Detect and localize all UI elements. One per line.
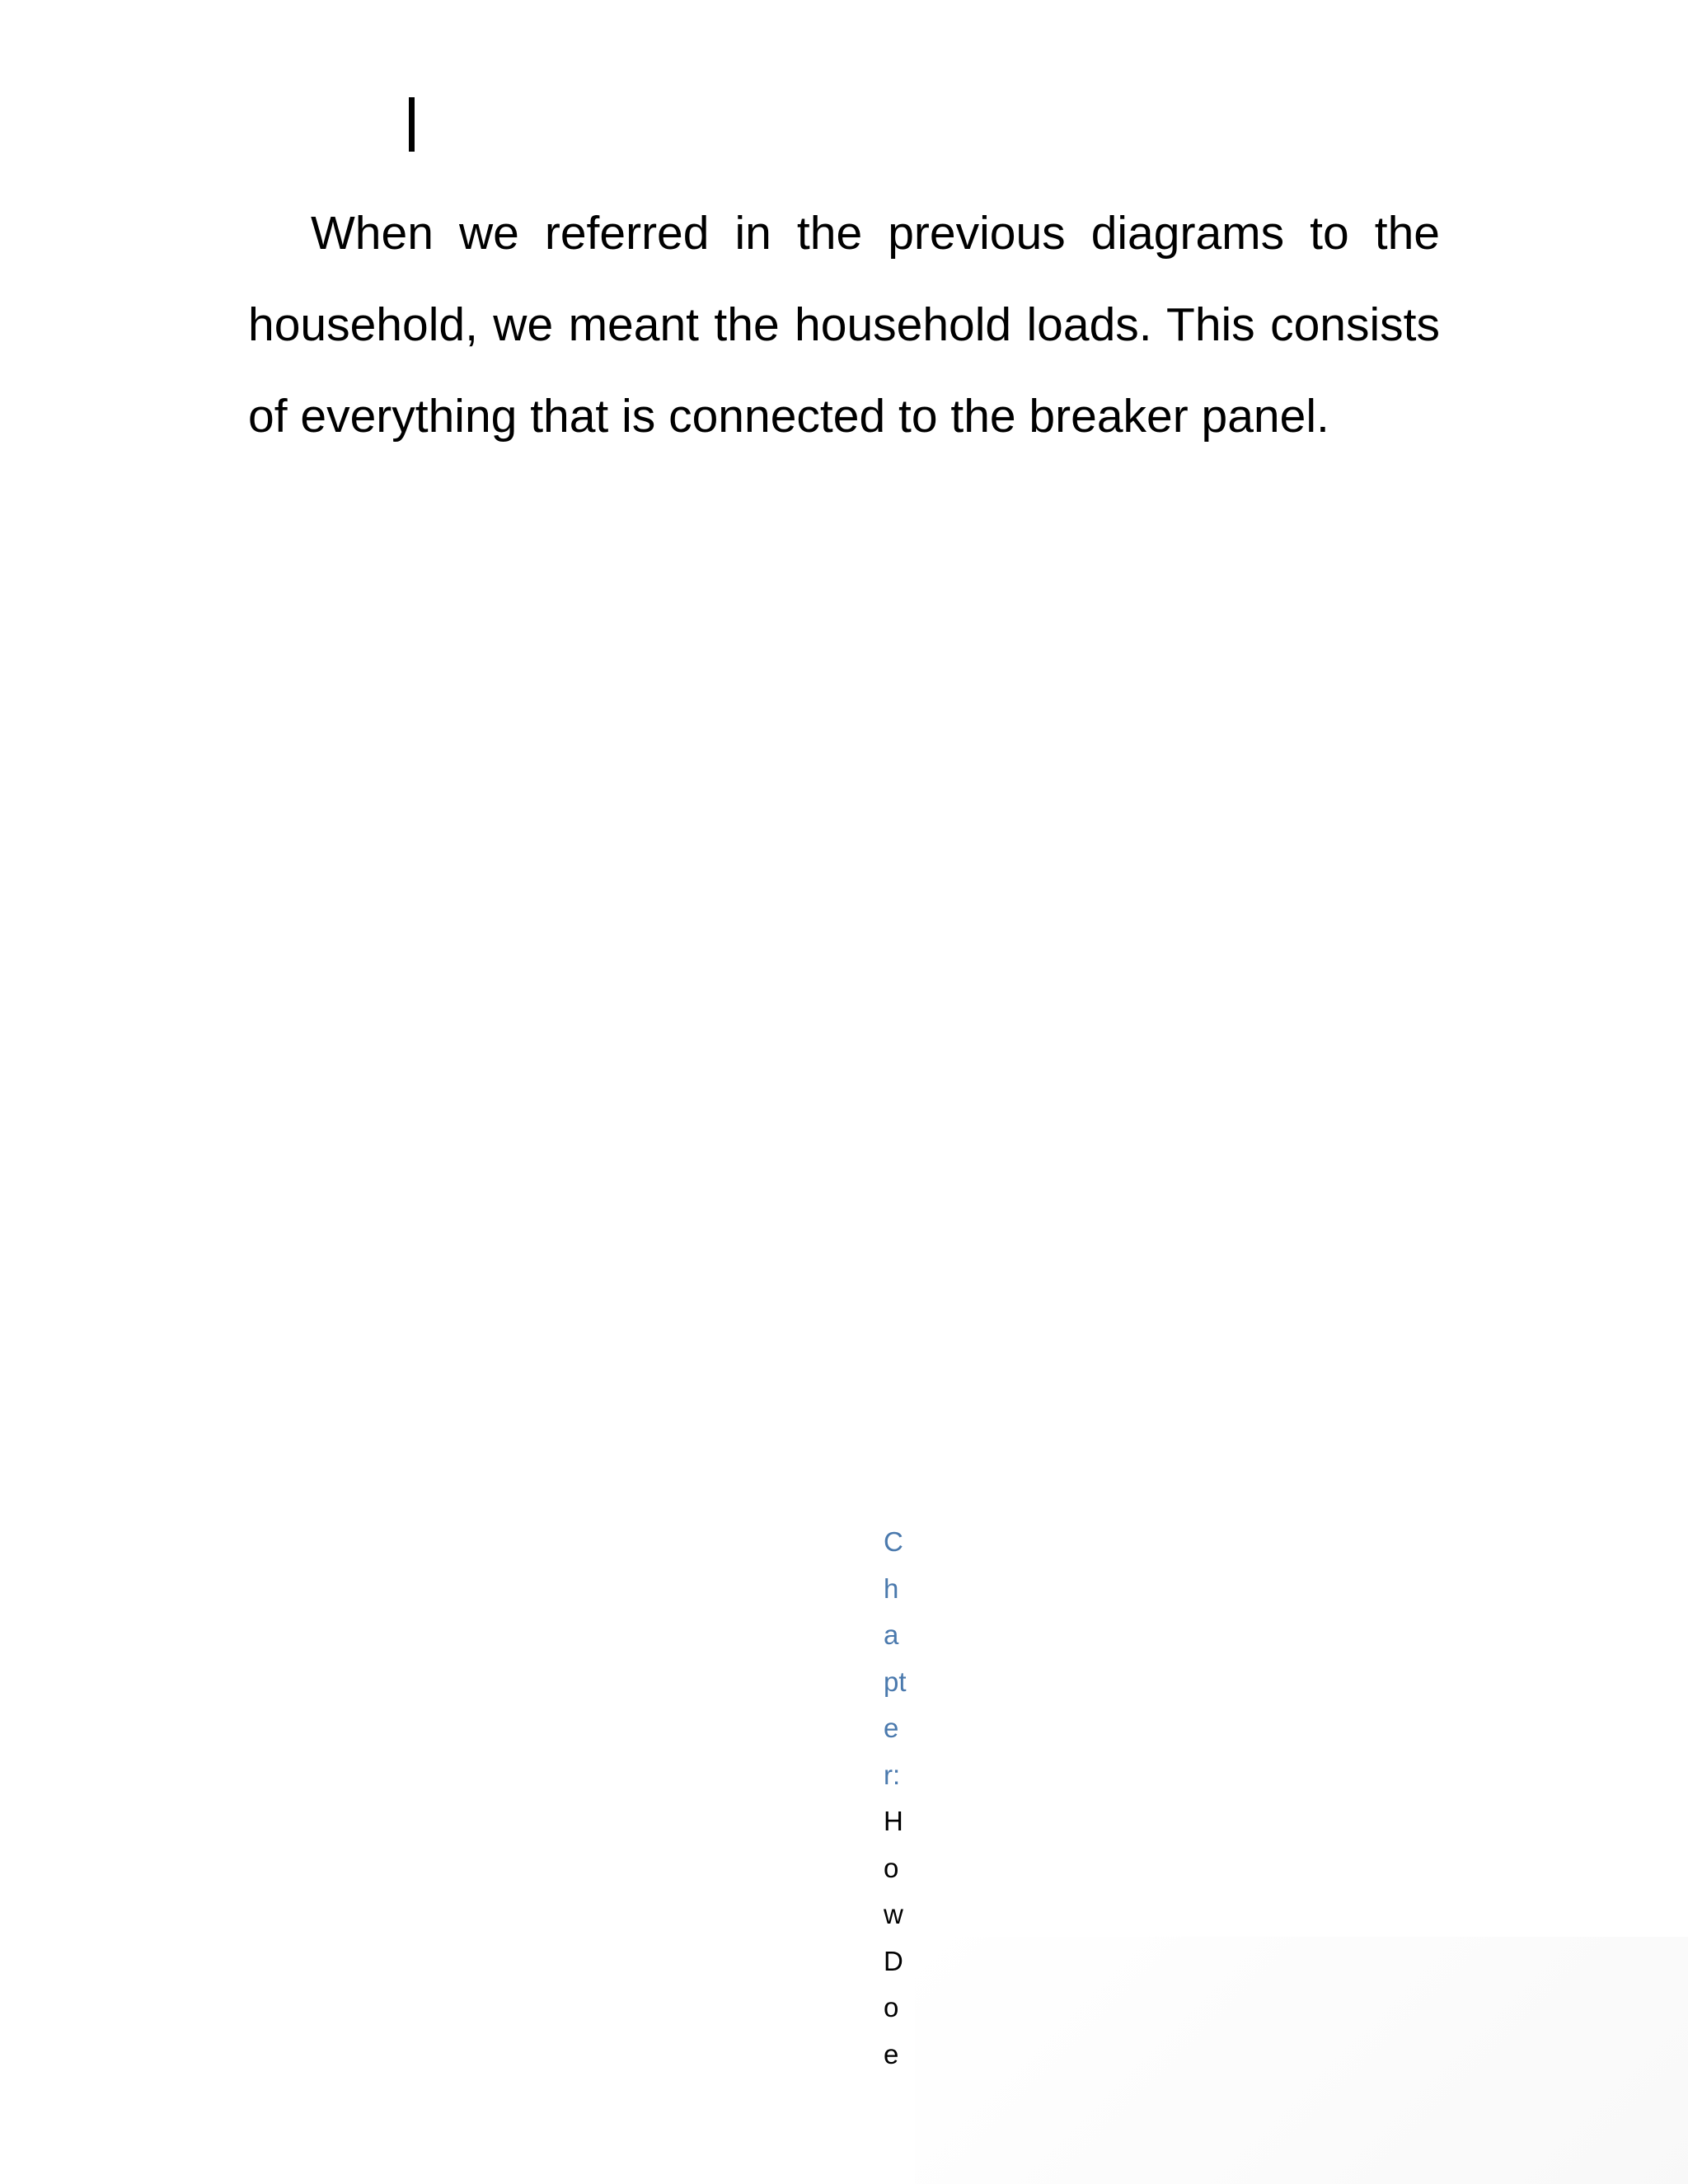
footer-chapter-label-char: r: xyxy=(884,1759,901,1790)
footer-chapter-label-char: C xyxy=(884,1526,903,1557)
footer-chapter-label-char: h xyxy=(884,1572,899,1604)
footer-chapter-label-char: e xyxy=(884,1713,899,1743)
footer-chapter-title-char: H xyxy=(884,1806,903,1836)
page-corner-shade xyxy=(915,1937,1688,2184)
footer-chapter-title-char: o xyxy=(884,1852,899,1883)
footer-chapter-title-char: e xyxy=(884,2038,899,2069)
footer-chapter-title-char: w xyxy=(884,1899,903,1929)
footer-chapter-label-char: pt xyxy=(884,1666,907,1697)
text-cursor xyxy=(409,97,415,152)
chapter-footer xyxy=(884,1519,933,2078)
footer-chapter-title-char: o xyxy=(884,1992,899,2022)
footer-chapter-label-char: a xyxy=(884,1619,899,1650)
footer-chapter-title-char: D xyxy=(884,1945,903,1976)
body-paragraph: When we referred in the previous diagrams to the household, we meant the household loads. This consists of everything that is connected to the breaker panel. xyxy=(248,207,1440,443)
